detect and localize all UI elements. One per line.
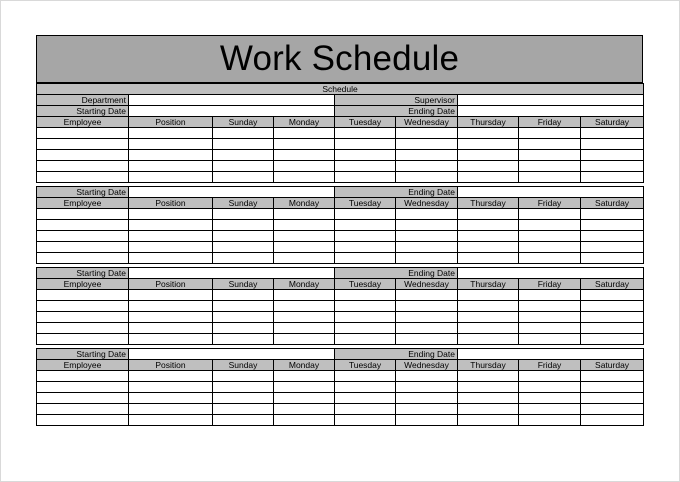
schedule-cell[interactable] [396,334,458,345]
schedule-cell[interactable] [519,312,581,323]
schedule-cell[interactable] [396,404,458,415]
schedule-cell[interactable] [335,404,396,415]
schedule-cell[interactable] [129,231,213,242]
table-row [37,172,644,183]
schedule-cell[interactable] [213,393,274,404]
schedule-cell[interactable] [129,172,213,183]
date-row [37,187,644,198]
schedule-cell[interactable] [458,128,519,139]
schedule-cell[interactable] [458,323,519,334]
schedule-cell[interactable] [519,290,581,301]
schedule-cell[interactable] [458,371,519,382]
column-header: Sunday [213,360,274,371]
schedule-cell[interactable] [396,242,458,253]
schedule-cell[interactable] [37,323,129,334]
column-header: Employee [37,198,129,209]
schedule-cell[interactable] [213,220,274,231]
starting-date-field[interactable] [129,106,335,117]
schedule-cell[interactable] [274,253,335,264]
schedule-cell[interactable] [274,393,335,404]
schedule-cell[interactable] [335,290,396,301]
starting-date-field[interactable] [129,187,335,198]
starting-date-field[interactable] [129,268,335,279]
schedule-cell[interactable] [458,301,519,312]
schedule-cell[interactable] [458,161,519,172]
schedule-cell[interactable] [519,220,581,231]
ending-date-field[interactable] [458,187,644,198]
column-header: Employee [37,117,129,128]
schedule-cell[interactable] [274,371,335,382]
ending-date-label: Ending Date [335,349,458,360]
schedule-cell[interactable] [458,393,519,404]
schedule-cell[interactable] [37,393,129,404]
schedule-cell[interactable] [335,312,396,323]
schedule-cell[interactable] [37,415,129,426]
column-header: Monday [274,360,335,371]
column-header-row [37,360,644,371]
schedule-cell[interactable] [129,161,213,172]
schedule-cell[interactable] [458,415,519,426]
schedule-cell[interactable] [274,301,335,312]
date-row [37,268,644,279]
schedule-cell[interactable] [37,253,129,264]
department-label: Department [37,95,129,106]
schedule-cell[interactable] [458,242,519,253]
schedule-cell[interactable] [213,323,274,334]
department-row [37,95,644,106]
schedule-cell[interactable] [37,312,129,323]
schedule-cell[interactable] [129,150,213,161]
schedule-cell[interactable] [519,415,581,426]
table-row [37,242,644,253]
column-header: Tuesday [335,279,396,290]
schedule-cell[interactable] [129,301,213,312]
schedule-cell[interactable] [274,220,335,231]
column-header: Monday [274,198,335,209]
table-row [37,150,644,161]
column-header: Sunday [213,279,274,290]
schedule-cell[interactable] [335,253,396,264]
schedule-cell[interactable] [396,150,458,161]
schedule-cell[interactable] [335,371,396,382]
column-header: Thursday [458,279,519,290]
schedule-cell[interactable] [581,323,644,334]
schedule-cell[interactable] [129,128,213,139]
schedule-cell[interactable] [274,382,335,393]
schedule-cell[interactable] [458,231,519,242]
column-header: Sunday [213,117,274,128]
schedule-cell[interactable] [581,139,644,150]
schedule-cell[interactable] [581,220,644,231]
schedule-cell[interactable] [37,382,129,393]
column-header: Employee [37,279,129,290]
schedule-cell[interactable] [213,161,274,172]
schedule-cell[interactable] [519,334,581,345]
schedule-cell[interactable] [335,323,396,334]
schedule-cell[interactable] [519,128,581,139]
schedule-cell[interactable] [129,312,213,323]
schedule-cell[interactable] [396,139,458,150]
schedule-cell[interactable] [274,139,335,150]
schedule-cell[interactable] [274,290,335,301]
schedule-cell[interactable] [396,161,458,172]
column-header: Thursday [458,360,519,371]
schedule-cell[interactable] [581,382,644,393]
schedule-cell[interactable] [37,220,129,231]
ending-date-field[interactable] [458,106,644,117]
table-row [37,371,644,382]
schedule-cell[interactable] [37,172,129,183]
column-header: Wednesday [396,360,458,371]
column-header-row [37,279,644,290]
column-header: Thursday [458,117,519,128]
schedule-cell[interactable] [519,393,581,404]
table-row [37,253,644,264]
schedule-cell[interactable] [213,290,274,301]
table-row [37,220,644,231]
schedule-cell[interactable] [213,139,274,150]
starting-date-label: Starting Date [37,106,129,117]
schedule-cell[interactable] [581,415,644,426]
schedule-cell[interactable] [37,334,129,345]
column-header: Employee [37,360,129,371]
schedule-cell[interactable] [274,128,335,139]
schedule-cell[interactable] [213,172,274,183]
schedule-cell[interactable] [213,150,274,161]
schedule-cell[interactable] [274,334,335,345]
schedule-table [36,83,644,426]
schedule-cell[interactable] [581,334,644,345]
column-header: Wednesday [396,279,458,290]
schedule-cell[interactable] [213,334,274,345]
schedule-cell[interactable] [213,312,274,323]
schedule-cell[interactable] [274,231,335,242]
schedule-cell[interactable] [335,382,396,393]
schedule-cell[interactable] [519,371,581,382]
schedule-label: Schedule [37,84,644,95]
schedule-cell[interactable] [458,290,519,301]
supervisor-label: Supervisor [335,95,458,106]
column-header: Wednesday [396,117,458,128]
column-header: Wednesday [396,198,458,209]
schedule-cell[interactable] [581,301,644,312]
schedule-cell[interactable] [129,415,213,426]
schedule-cell[interactable] [274,404,335,415]
schedule-cell[interactable] [581,371,644,382]
schedule-cell[interactable] [274,209,335,220]
table-row [37,128,644,139]
schedule-cell[interactable] [129,371,213,382]
schedule-cell[interactable] [37,242,129,253]
schedule-cell[interactable] [274,172,335,183]
schedule-cell[interactable] [519,301,581,312]
column-header: Monday [274,279,335,290]
ending-date-label: Ending Date [335,106,458,117]
schedule-cell[interactable] [335,301,396,312]
schedule-cell[interactable] [581,209,644,220]
schedule-cell[interactable] [396,172,458,183]
schedule-cell[interactable] [519,242,581,253]
schedule-cell[interactable] [581,393,644,404]
column-header: Friday [519,198,581,209]
schedule-header-row [37,84,644,95]
schedule-cell[interactable] [396,301,458,312]
schedule-cell[interactable] [335,393,396,404]
column-header: Thursday [458,198,519,209]
schedule-cell[interactable] [335,172,396,183]
column-header: Tuesday [335,198,396,209]
schedule-cell[interactable] [213,242,274,253]
schedule-cell[interactable] [519,209,581,220]
schedule-cell[interactable] [213,415,274,426]
schedule-cell[interactable] [37,231,129,242]
starting-date-label: Starting Date [37,187,129,198]
column-header: Saturday [581,117,644,128]
ending-date-field[interactable] [458,349,644,360]
schedule-cell[interactable] [37,150,129,161]
schedule-cell[interactable] [458,220,519,231]
schedule-cell[interactable] [213,209,274,220]
starting-date-field[interactable] [129,349,335,360]
page-title: Work Schedule [36,35,643,83]
schedule-cell[interactable] [581,253,644,264]
schedule-cell[interactable] [129,334,213,345]
schedule-cell[interactable] [213,404,274,415]
starting-date-label: Starting Date [37,268,129,279]
schedule-cell[interactable] [274,242,335,253]
schedule-cell[interactable] [37,404,129,415]
schedule-cell[interactable] [335,150,396,161]
ending-date-label: Ending Date [335,268,458,279]
schedule-cell[interactable] [581,231,644,242]
column-header: Position [129,279,213,290]
column-header: Friday [519,360,581,371]
column-header: Saturday [581,279,644,290]
schedule-cell[interactable] [581,172,644,183]
schedule-cell[interactable] [519,161,581,172]
schedule-cell[interactable] [213,382,274,393]
schedule-cell[interactable] [37,128,129,139]
ending-date-label: Ending Date [335,187,458,198]
schedule-cell[interactable] [396,220,458,231]
schedule-cell[interactable] [129,220,213,231]
schedule-cell[interactable] [396,371,458,382]
schedule-cell[interactable] [581,150,644,161]
schedule-cell[interactable] [213,301,274,312]
schedule-cell[interactable] [396,231,458,242]
schedule-cell[interactable] [519,150,581,161]
date-row [37,349,644,360]
schedule-cell[interactable] [274,323,335,334]
schedule-cell[interactable] [37,301,129,312]
schedule-cell[interactable] [458,209,519,220]
schedule-cell[interactable] [335,242,396,253]
schedule-cell[interactable] [37,209,129,220]
schedule-cell[interactable] [129,242,213,253]
schedule-cell[interactable] [37,139,129,150]
schedule-cell[interactable] [396,312,458,323]
schedule-cell[interactable] [396,415,458,426]
schedule-cell[interactable] [213,253,274,264]
supervisor-field[interactable] [458,95,644,106]
schedule-cell[interactable] [335,128,396,139]
column-header: Position [129,198,213,209]
schedule-cell[interactable] [335,161,396,172]
schedule-cell[interactable] [519,323,581,334]
schedule-cell[interactable] [274,150,335,161]
department-field[interactable] [129,95,335,106]
schedule-cell[interactable] [458,404,519,415]
schedule-cell[interactable] [396,290,458,301]
table-row [37,415,644,426]
schedule-cell[interactable] [581,161,644,172]
schedule-cell[interactable] [581,128,644,139]
ending-date-field[interactable] [458,268,644,279]
schedule-cell[interactable] [458,139,519,150]
column-header: Friday [519,279,581,290]
table-row [37,209,644,220]
schedule-cell[interactable] [37,161,129,172]
schedule-cell[interactable] [129,393,213,404]
schedule-cell[interactable] [335,139,396,150]
column-header: Saturday [581,360,644,371]
schedule-cell[interactable] [458,253,519,264]
schedule-cell[interactable] [519,382,581,393]
schedule-cell[interactable] [129,404,213,415]
table-row [37,312,644,323]
schedule-cell[interactable] [396,393,458,404]
table-row [37,404,644,415]
schedule-cell[interactable] [519,231,581,242]
column-header: Position [129,360,213,371]
schedule-cell[interactable] [129,290,213,301]
table-row [37,393,644,404]
schedule-cell[interactable] [274,161,335,172]
schedule-cell[interactable] [274,415,335,426]
column-header-row [37,198,644,209]
work-schedule-sheet [36,35,643,426]
schedule-cell[interactable] [335,415,396,426]
date-row [37,106,644,117]
table-row [37,382,644,393]
schedule-cell[interactable] [213,231,274,242]
schedule-cell[interactable] [37,371,129,382]
table-row [37,301,644,312]
schedule-cell[interactable] [274,312,335,323]
column-header: Friday [519,117,581,128]
schedule-cell[interactable] [581,242,644,253]
schedule-cell[interactable] [519,253,581,264]
schedule-cell[interactable] [581,404,644,415]
table-row [37,231,644,242]
schedule-cell[interactable] [129,382,213,393]
schedule-cell[interactable] [396,209,458,220]
schedule-cell[interactable] [458,172,519,183]
schedule-cell[interactable] [129,323,213,334]
column-header: Tuesday [335,360,396,371]
schedule-cell[interactable] [519,172,581,183]
schedule-cell[interactable] [458,382,519,393]
table-row [37,323,644,334]
schedule-cell[interactable] [129,209,213,220]
starting-date-label: Starting Date [37,349,129,360]
schedule-cell[interactable] [213,371,274,382]
column-header: Sunday [213,198,274,209]
schedule-cell[interactable] [581,290,644,301]
schedule-cell[interactable] [581,312,644,323]
schedule-cell[interactable] [37,290,129,301]
schedule-cell[interactable] [213,128,274,139]
schedule-cell[interactable] [335,334,396,345]
schedule-cell[interactable] [335,220,396,231]
schedule-cell[interactable] [129,253,213,264]
schedule-cell[interactable] [129,139,213,150]
table-row [37,290,644,301]
schedule-cell[interactable] [458,150,519,161]
column-header-row [37,117,644,128]
schedule-cell[interactable] [519,404,581,415]
table-row [37,139,644,150]
schedule-cell[interactable] [335,209,396,220]
schedule-cell[interactable] [396,382,458,393]
column-header: Tuesday [335,117,396,128]
schedule-cell[interactable] [458,312,519,323]
column-header: Position [129,117,213,128]
schedule-cell[interactable] [396,128,458,139]
column-header: Saturday [581,198,644,209]
schedule-cell[interactable] [519,139,581,150]
schedule-cell[interactable] [458,334,519,345]
table-row [37,334,644,345]
schedule-cell[interactable] [396,323,458,334]
schedule-cell[interactable] [335,231,396,242]
column-header: Monday [274,117,335,128]
schedule-cell[interactable] [396,253,458,264]
table-row [37,161,644,172]
